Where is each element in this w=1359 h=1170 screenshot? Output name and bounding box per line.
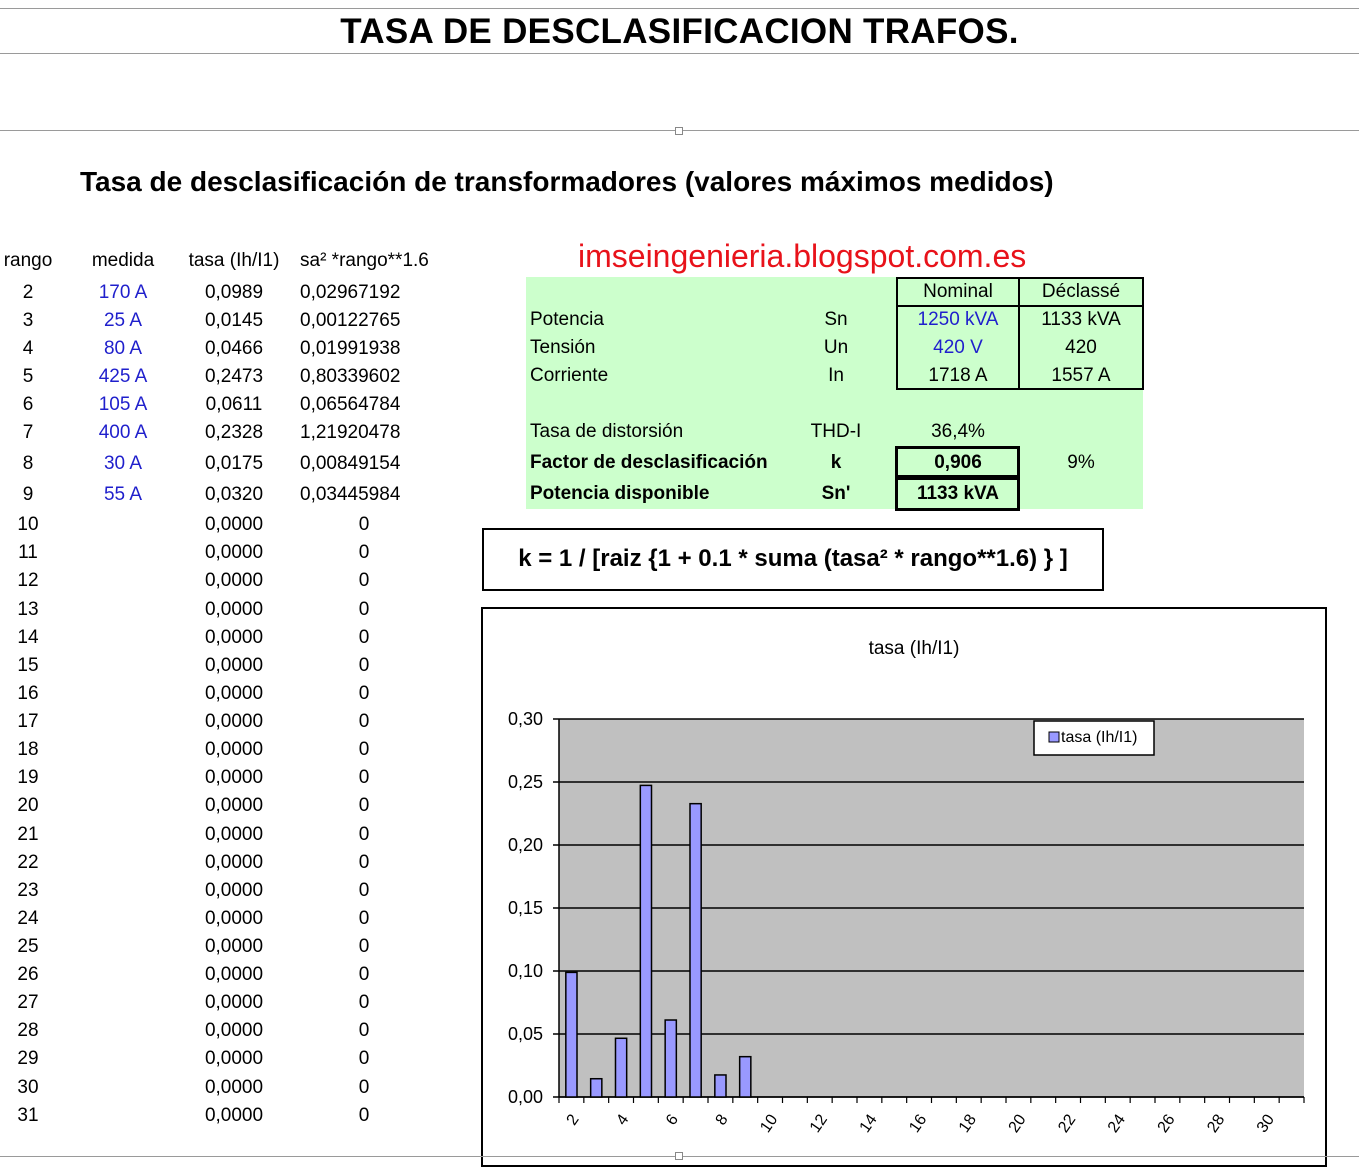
cell-tasa[interactable]: 0,2328 [204,422,264,443]
cell-medida[interactable]: 170 A [98,282,148,303]
cell-tasa[interactable]: 0,0000 [204,683,264,704]
corriente-label: Corriente [530,365,609,386]
x-tick-label: 14 [856,1111,881,1136]
cell-rango[interactable]: 17 [17,711,39,732]
cell-sa[interactable]: 0 [358,655,370,676]
header-tasa: tasa (Ih/I1) [188,250,280,271]
bar [591,1079,602,1097]
tension-label: Tensión [530,337,596,358]
distorsion-value: 36,4% [931,421,985,442]
cell-tasa[interactable]: 0,0466 [204,338,264,359]
cell-rango[interactable]: 14 [17,627,39,648]
cell-sa[interactable]: 0 [358,739,370,760]
section-title: Tasa de desclasificación de transformadores (valores máximos medidos) [80,166,1054,197]
cell-sa[interactable]: 0 [358,852,370,873]
cell-tasa[interactable]: 0,0000 [204,992,264,1013]
cell-sa[interactable]: 0 [358,711,370,732]
cell-medida[interactable]: 30 A [103,453,143,474]
cell-sa[interactable]: 0 [358,570,370,591]
cell-rango[interactable]: 3 [22,310,34,331]
cell-sa[interactable]: 0 [358,795,370,816]
cell-tasa[interactable]: 0,0000 [204,1105,264,1126]
x-tick-label: 20 [1005,1111,1030,1136]
cell-rango[interactable]: 23 [17,880,39,901]
cell-tasa[interactable]: 0,0000 [204,570,264,591]
header-sa: sa² *rango**1.6 [300,250,429,271]
cell-sa[interactable]: 0,00849154 [300,453,401,474]
cell-tasa[interactable]: 0,0000 [204,1048,264,1069]
x-tick-label: 16 [906,1111,931,1136]
cell-rango[interactable]: 28 [17,1020,39,1041]
bar [615,1038,626,1097]
y-tick-label: 0,15 [507,898,543,918]
x-tick-label: 22 [1055,1111,1080,1136]
nominal-header: Nominal [923,281,993,302]
cell-medida[interactable]: 105 A [98,394,148,415]
cell-tasa[interactable]: 0,0000 [204,795,264,816]
tension-symbol: Un [823,337,849,358]
y-tick-label: 0,10 [507,961,543,981]
cell-rango[interactable]: 27 [17,992,39,1013]
bar [740,1057,751,1097]
top-border [0,8,1359,9]
x-tick-label: 10 [757,1111,782,1136]
cell-rango[interactable]: 21 [17,824,39,845]
cell-rango[interactable]: 2 [22,282,34,303]
cell-rango[interactable]: 16 [17,683,39,704]
cell-rango[interactable]: 6 [22,394,34,415]
distorsion-symbol: THD-I [810,421,862,442]
bar [690,804,701,1097]
corriente-declasse: 1557 A [1051,365,1111,386]
cell-rango[interactable]: 22 [17,852,39,873]
potencia-label: Potencia [530,309,604,330]
cell-tasa[interactable]: 0,0000 [204,599,264,620]
cell-sa[interactable]: 0,00122765 [300,310,401,331]
cell-rango[interactable]: 29 [17,1048,39,1069]
cell-rango[interactable]: 31 [17,1105,39,1126]
chart-frame[interactable] [481,607,1327,1167]
disponible-value: 1133 kVA [916,483,1000,504]
cell-rango[interactable]: 12 [17,570,39,591]
cell-tasa[interactable]: 0,0000 [204,1077,264,1098]
x-tick-label: 30 [1253,1111,1279,1136]
cell-sa[interactable]: 0 [358,627,370,648]
cell-rango[interactable]: 4 [22,338,34,359]
cell-rango[interactable]: 30 [17,1077,39,1098]
x-tick-label: 24 [1104,1111,1130,1136]
formula-box [482,528,1104,591]
cell-rango[interactable]: 18 [17,739,39,760]
cell-tasa[interactable]: 0,0000 [204,936,264,957]
cell-sa[interactable]: 0 [358,1077,370,1098]
cell-sa[interactable]: 0 [358,514,370,535]
cell-sa[interactable]: 0 [358,936,370,957]
cell-tasa[interactable]: 0,0000 [204,655,264,676]
cell-tasa[interactable]: 0,0000 [204,542,264,563]
cell-rango[interactable]: 8 [22,453,34,474]
cell-tasa[interactable]: 0,0175 [204,453,264,474]
x-tick-label: 26 [1154,1111,1179,1136]
factor-percent: 9% [1067,452,1095,473]
header-divider-line [896,305,1144,307]
cell-sa[interactable]: 0 [358,1020,370,1041]
y-tick-label: 0,20 [507,835,543,855]
x-tick-label: 18 [955,1111,981,1136]
x-tick-label: 12 [806,1111,832,1136]
cell-tasa[interactable]: 0,0000 [204,514,264,535]
cell-tasa[interactable]: 0,0000 [204,1020,264,1041]
cell-sa[interactable]: 0 [358,908,370,929]
cell-medida[interactable]: 25 A [103,310,143,331]
x-tick-label: 4 [613,1111,633,1129]
chart-svg [483,609,1325,1165]
factor-label: Factor de desclasificación [530,452,768,473]
bar [715,1075,726,1097]
cell-rango[interactable]: 5 [22,366,34,387]
page-title: TASA DE DESCLASIFICACION TRAFOS. [340,12,1019,51]
cell-sa[interactable]: 0,01991938 [300,338,401,359]
x-tick-label: 8 [712,1111,732,1129]
y-tick-label: 0,05 [507,1024,543,1044]
legend-label: tasa (Ih/I1) [1061,729,1138,746]
header-rango: rango [3,250,53,271]
cell-rango[interactable]: 7 [22,422,34,443]
cell-tasa[interactable]: 0,2473 [204,366,264,387]
corriente-nominal: 1718 A [928,365,988,386]
bar [640,785,651,1097]
cell-tasa[interactable]: 0,0000 [204,880,264,901]
cell-sa[interactable]: 0 [358,992,370,1013]
cell-rango[interactable]: 20 [17,795,39,816]
cell-sa[interactable]: 0 [358,683,370,704]
cell-tasa[interactable]: 0,0000 [204,908,264,929]
tension-nominal[interactable]: 420 V [933,337,983,358]
cell-tasa[interactable]: 0,0320 [204,484,264,505]
y-tick-label: 0,00 [507,1087,543,1107]
cell-sa[interactable]: 0 [358,599,370,620]
cell-rango[interactable]: 25 [17,936,39,957]
cell-tasa[interactable]: 0,0000 [204,824,264,845]
cell-sa[interactable]: 1,21920478 [300,422,401,443]
cell-sa[interactable]: 0 [358,542,370,563]
cell-sa[interactable]: 0 [358,824,370,845]
cell-rango[interactable]: 9 [22,484,34,505]
disponible-symbol: Sn' [821,483,851,504]
cell-tasa[interactable]: 0,0989 [204,282,264,303]
cell-rango[interactable]: 26 [17,964,39,985]
bar [566,972,577,1097]
cell-rango[interactable]: 24 [17,908,39,929]
cell-rango[interactable]: 11 [18,542,38,563]
legend-swatch [1049,732,1059,742]
chart-title: tasa (Ih/I1) [868,638,960,659]
cell-tasa[interactable]: 0,0000 [204,964,264,985]
potencia-nominal[interactable]: 1250 kVA [917,309,999,330]
x-tick-label: 28 [1204,1111,1229,1136]
x-tick-label: 6 [662,1111,683,1129]
tension-declasse: 420 [1065,337,1097,358]
formula-text: k = 1 / [raiz {1 + 0.1 * suma (tasa² * rango**1.6) } ] [518,545,1068,572]
cell-rango[interactable]: 13 [17,599,39,620]
cell-rango[interactable]: 10 [17,514,39,535]
declasse-header: Déclassé [1041,281,1121,302]
factor-symbol: k [830,452,842,473]
cell-sa[interactable]: 0,03445984 [300,484,401,505]
header-medida: medida [91,250,155,271]
cell-sa[interactable]: 0 [358,1048,370,1069]
cell-tasa[interactable]: 0,0611 [205,394,263,415]
cell-rango[interactable]: 15 [17,655,39,676]
cell-sa[interactable]: 0,80339602 [300,366,401,387]
cell-sa[interactable]: 0 [358,880,370,901]
cell-medida[interactable]: 400 A [98,422,148,443]
x-tick-label: 2 [563,1111,583,1129]
y-tick-label: 0,30 [507,709,543,729]
cell-tasa[interactable]: 0,0000 [204,711,264,732]
potencia-symbol: Sn [824,309,848,330]
cell-medida[interactable]: 55 A [103,484,143,505]
y-tick-label: 0,25 [507,772,543,792]
cell-sa[interactable]: 0 [358,767,370,788]
distorsion-label: Tasa de distorsión [530,421,684,442]
cell-tasa[interactable]: 0,0000 [204,739,264,760]
cell-rango[interactable]: 19 [17,767,39,788]
factor-value: 0,906 [934,452,982,473]
cell-sa[interactable]: 0,02967192 [300,282,401,303]
potencia-declasse: 1133 kVA [1041,309,1121,330]
title-underline [0,53,1359,54]
cell-tasa[interactable]: 0,0000 [204,767,264,788]
resize-handle-bottom[interactable] [675,1152,683,1160]
cell-tasa[interactable]: 0,0000 [204,852,264,873]
cell-medida[interactable]: 425 A [98,366,148,387]
disponible-label: Potencia disponible [530,483,710,504]
cell-medida[interactable]: 80 A [103,338,143,359]
cell-sa[interactable]: 0 [358,964,370,985]
resize-handle[interactable] [675,127,683,135]
corriente-symbol: In [828,365,844,386]
cell-tasa[interactable]: 0,0145 [204,310,264,331]
bar [665,1020,676,1097]
cell-tasa[interactable]: 0,0000 [204,627,264,648]
blog-link[interactable]: imseingenieria.blogspot.com.es [578,238,1027,274]
cell-sa[interactable]: 0,06564784 [300,394,401,415]
cell-sa[interactable]: 0 [358,1105,370,1126]
